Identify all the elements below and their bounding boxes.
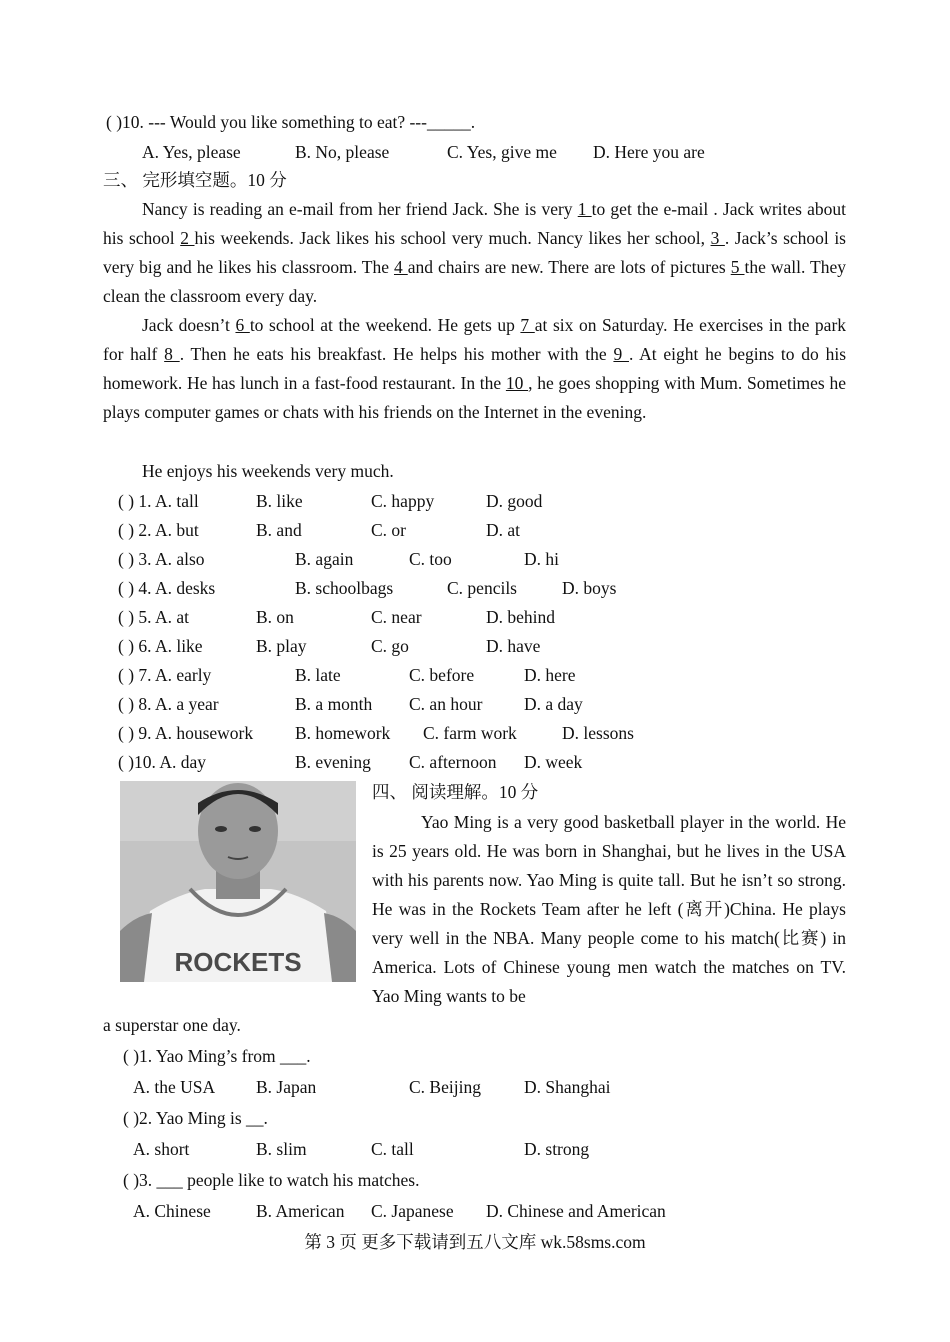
question-number-and-option-a: ( ) 3. A. also <box>118 549 205 569</box>
paragraph-text: . Then he eats his breakfast. He helps his mother with the <box>179 344 614 364</box>
cloze-blank: 5 <box>730 257 745 277</box>
question-number-and-option-a: ( ) 6. A. like <box>118 636 203 656</box>
prev-option-d: D. Here you are <box>593 142 705 162</box>
reading-question-stem: ( )3. ___ people like to watch his matches. <box>123 1170 420 1190</box>
paragraph-text: to school at the weekend. He gets up <box>249 315 521 335</box>
cloze-blank: 9 <box>613 344 629 364</box>
cloze-question-row <box>0 577 950 599</box>
answer-option: D. at <box>486 520 521 540</box>
paragraph-text: Nancy is reading an e-mail from her friend Jack. She is very <box>142 199 578 219</box>
question-number-and-option-a: ( ) 1. A. tall <box>118 491 199 511</box>
cloze-blank: 4 <box>393 257 408 277</box>
reading-question-stem: ( )1. Yao Ming’s from ___. <box>123 1046 311 1066</box>
answer-option: B. play <box>256 636 307 656</box>
cloze-question-row <box>0 664 950 686</box>
reading-passage-end: a superstar one day. <box>103 1015 241 1035</box>
answer-option: B. like <box>256 491 303 511</box>
answer-option: C. farm work <box>423 723 517 743</box>
answer-option: D. behind <box>486 607 556 627</box>
question-number-and-option-a: ( ) 7. A. early <box>118 665 212 685</box>
answer-option: C. afternoon <box>409 752 497 772</box>
question-number-and-option-a: ( ) 2. A. but <box>118 520 199 540</box>
reading-question-stem: ( )2. Yao Ming is __. <box>123 1108 268 1128</box>
section3-heading: 三、 完形填空题。10 分 <box>103 170 287 190</box>
answer-option: C. happy <box>371 491 435 511</box>
paragraph-text: at six on Saturday. He exercises in the park for half <box>103 315 847 364</box>
cloze-question-row <box>0 490 950 512</box>
reading-question-options <box>0 1138 950 1160</box>
answer-option: D. lessons <box>562 723 634 743</box>
cloze-blank: 3 <box>710 228 725 248</box>
answer-option: B. slim <box>256 1139 307 1159</box>
page-footer: 第 3 页 更多下载请到五八文库 wk.58sms.com <box>304 1232 646 1252</box>
paragraph-text: . At eight he begins to do his homework. He has lunch in a fast-food restaurant. In the <box>103 344 847 393</box>
answer-option: D. week <box>524 752 583 772</box>
answer-option: C. an hour <box>409 694 483 714</box>
answer-option: D. here <box>524 665 576 685</box>
answer-option: D. hi <box>524 549 559 569</box>
answer-option: A. short <box>133 1139 190 1159</box>
question-number-and-option-a: ( ) 9. A. housework <box>118 723 254 743</box>
prev-option-a: A. Yes, please <box>142 142 241 162</box>
answer-option: C. near <box>371 607 422 627</box>
question-number-and-option-a: ( ) 4. A. desks <box>118 578 216 598</box>
cloze-question-row <box>0 548 950 570</box>
section4-heading: 四、 阅读理解。10 分 <box>372 782 539 802</box>
cloze-blank: 1 <box>577 199 592 219</box>
cloze-paragraph-3: He enjoys his weekends very much. <box>142 461 394 481</box>
paragraph-text: , he goes shopping with Mum. Sometimes he plays computer games or chats with his friends on the Internet in the evening. <box>103 373 846 422</box>
answer-option: B. on <box>256 607 294 627</box>
yao-ming-photo <box>120 781 356 982</box>
cloze-blank: 6 <box>235 315 250 335</box>
question-number-and-option-a: ( )10. A. day <box>118 752 206 772</box>
cloze-blank: 10 <box>505 373 529 393</box>
paragraph-text: to get the e-mail . Jack writes about his school <box>103 199 847 248</box>
prev-option-c: C. Yes, give me <box>447 142 557 162</box>
answer-option: C. or <box>371 520 406 540</box>
basketball-player-image <box>120 781 356 982</box>
answer-option: B. and <box>256 520 302 540</box>
answer-option: D. Chinese and American <box>486 1201 666 1221</box>
answer-option: D. a day <box>524 694 583 714</box>
cloze-question-row <box>0 722 950 744</box>
answer-option: C. go <box>371 636 409 656</box>
paragraph-text: the wall. They clean the classroom every day. <box>103 257 847 306</box>
cloze-paragraph-1 <box>103 195 846 311</box>
cloze-blank: 2 <box>180 228 195 248</box>
answer-option: A. the USA <box>133 1077 216 1097</box>
question-number-and-option-a: ( ) 8. A. a year <box>118 694 219 714</box>
answer-option: D. boys <box>562 578 617 598</box>
paragraph-text: . Jack’s school is very big and he likes his classroom. The <box>103 228 846 277</box>
cloze-question-row <box>0 751 950 773</box>
answer-option: C. Beijing <box>409 1077 481 1097</box>
answer-option: B. schoolbags <box>295 578 394 598</box>
cloze-question-row <box>0 606 950 628</box>
answer-option: C. pencils <box>447 578 517 598</box>
answer-option: B. American <box>256 1201 345 1221</box>
paragraph-text: and chairs are new. There are lots of pictures <box>407 257 731 277</box>
paragraph-text: Jack doesn’t <box>142 315 236 335</box>
cloze-blank: 8 <box>164 344 180 364</box>
reading-passage: Yao Ming is a very good basketball player in the world. He is 25 years old. He was born in Shanghai, but he lives in the USA with his parents now. Yao Ming is quite tall. But he isn’t so strong. He was in the Rockets Team after he left (离开)China. He plays very well in the NBA. Many people come to his match(比赛) in America. Lots of Chinese young men watch the matches on TV. Yao Ming wants to be <box>372 812 846 1006</box>
answer-option: B. Japan <box>256 1077 317 1097</box>
prev-option-b: B. No, please <box>295 142 390 162</box>
cloze-question-row <box>0 519 950 541</box>
answer-option: B. homework <box>295 723 391 743</box>
reading-question-options <box>0 1076 950 1098</box>
answer-option: C. before <box>409 665 475 685</box>
cloze-question-row <box>0 635 950 657</box>
answer-option: C. tall <box>371 1139 414 1159</box>
answer-option: C. too <box>409 549 452 569</box>
paragraph-text: his weekends. Jack likes his school very much. Nancy likes her school, <box>194 228 711 248</box>
answer-option: D. good <box>486 491 543 511</box>
answer-option: B. again <box>295 549 354 569</box>
answer-option: C. Japanese <box>371 1201 454 1221</box>
answer-option: B. a month <box>295 694 373 714</box>
cloze-paragraph-2 <box>103 311 846 427</box>
answer-option: D. strong <box>524 1139 590 1159</box>
answer-option: B. evening <box>295 752 371 772</box>
answer-option: D. Shanghai <box>524 1077 611 1097</box>
answer-option: D. have <box>486 636 541 656</box>
question-number-and-option-a: ( ) 5. A. at <box>118 607 189 627</box>
prev-question-stem: ( )10. --- Would you like something to eat? ---_____. <box>106 112 476 132</box>
answer-option: A. Chinese <box>133 1201 211 1221</box>
cloze-question-row <box>0 693 950 715</box>
cloze-blank: 7 <box>520 315 535 335</box>
jersey-text: ROCKETS <box>174 947 302 977</box>
reading-question-options <box>0 1200 950 1222</box>
answer-option: B. late <box>295 665 341 685</box>
